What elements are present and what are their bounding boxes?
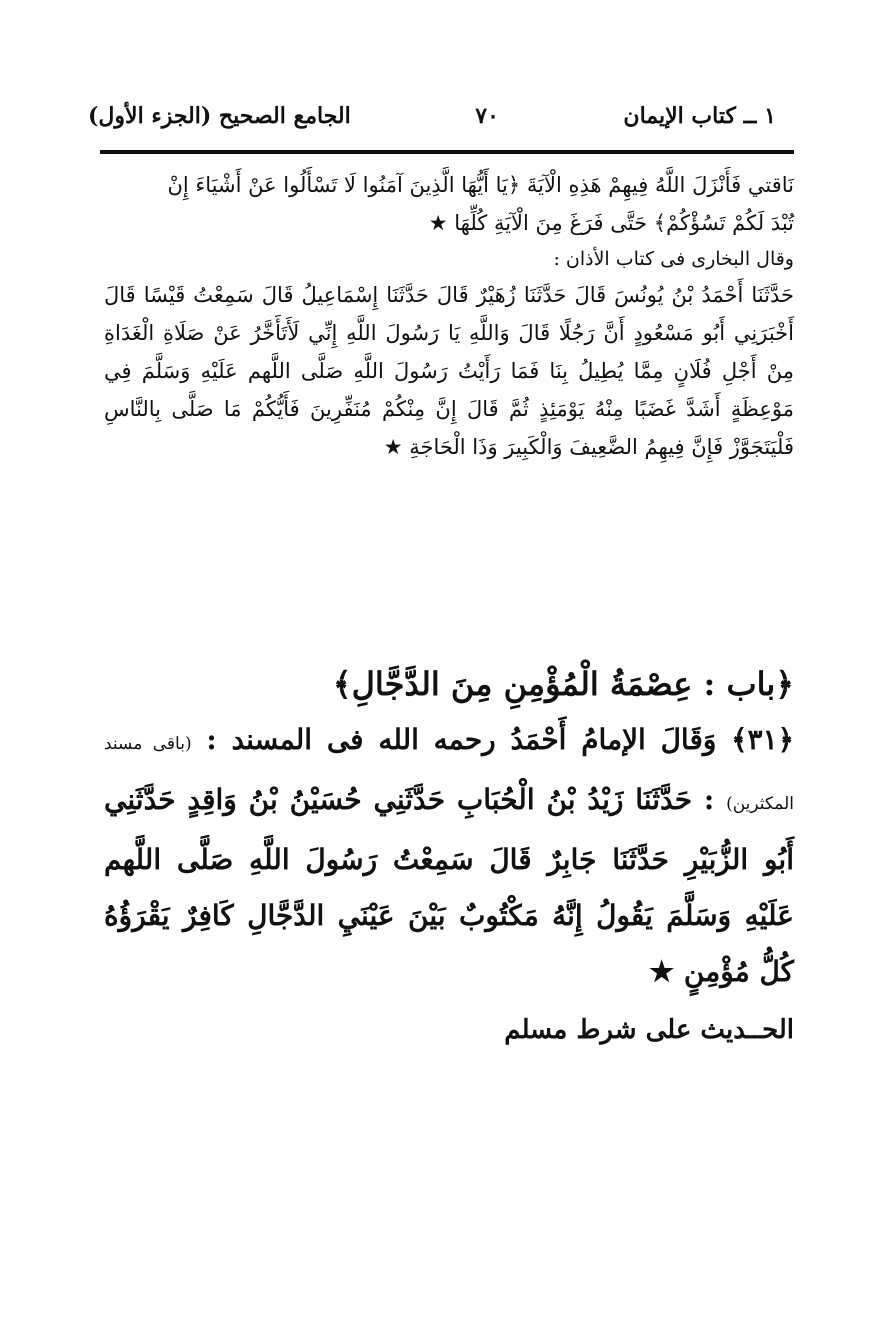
chapter-title: ١ ــ كتاب الإيمان [623,103,776,129]
quran-verse-line-2: تُبْدَ لَكُمْ تَسُؤْكُمْ﴾ حَتَّى فَرَغَ مِنَ الْآيَةِ كُلِّهَا ★ [428,211,794,235]
bukhari-hadith: حَدَّثَنَا أَحْمَدُ بْنُ يُونُسَ قَالَ حَدَّثَنَا زُهَيْرٌ قَالَ حَدَّثَنَا إِسْمَاعِيلُ قَالَ سَمِعْتُ قَيْسًا قَالَ أَخْبَرَنِي أَبُو مَسْعُودٍ أَنَّ رَجُلًا قَالَ وَاللَّهِ يَا رَسُولَ اللَّهِ إِنِّي لَأَتَأَخَّرُ عَنْ صَلَاةِ الْغَدَاةِ مِنْ أَجْلِ فُلَانٍ مِمَّا يُطِيلُ بِنَا فَمَا رَأَيْتُ رَسُولَ اللَّهِ صَلَّى اللَّهم عَلَيْهِ وَسَلَّمَ فِي مَوْعِظَةٍ أَشَدَّ غَضَبًا مِنْهُ يَوْمَئِذٍ ثُمَّ قَالَ إِنَّ مِنْكُمْ مُنَفِّرِينَ فَأَيُّكُمْ مَا صَلَّى بِالنَّاسِ فَلْيَتَجَوَّزْ فَإِنَّ فِيهِمُ الضَّعِيفَ وَالْكَبِيرَ وَذَا الْحَاجَةِ ★ [104,283,794,459]
page-number: ٧٠ [475,103,499,129]
narration-intro: وَقَالَ الإمامُ أَحْمَدُ رحمه الله فى المسند : [206,723,717,756]
section-title: ﴿باب : عِصْمَةُ الْمُؤْمِنِ مِنَ الدَّجَّالِ﴾ [332,665,794,703]
book-title: الجامع الصحيح (الجزء الأول) [88,103,351,129]
section-block [104,656,794,1054]
hadith-grading: الحــديث على شرط مسلم [504,1015,794,1045]
top-section [104,166,794,466]
hadith-intro [104,712,794,1000]
page-header [88,96,776,136]
hadith-text: حَدَّثَنَا زَيْدُ بْنُ الْحُبَابِ حَدَّثَنِي حُسَيْنُ بْنُ وَاقِدٍ حَدَّثَنِي أَبُو الزُّبَيْرِ حَدَّثَنَا جَابِرٌ قَالَ سَمِعْتُ رَسُولَ اللَّهِ صَلَّى اللَّهم عَلَيْهِ وَسَلَّمَ يَقُولُ إِنَّهُ مَكْتُوبٌ بَيْنَ عَيْنَيِ الدَّجَّالِ كَافِرٌ يَقْرَؤُهُ كُلُّ مُؤْمِنٍ ★ [104,783,794,988]
source-note: (باقى مسند المكثرين) [104,734,795,814]
isnad-lead: : [703,783,715,816]
header-rule [100,150,794,154]
hadith-number: ﴿٣١﴾ [731,723,795,756]
bukhari-intro: وقال البخارى فى كتاب الأذان : [553,248,794,270]
quran-verse-line-1: نَاقتي فَأَنْزَلَ اللَّهُ فِيهِمْ هَذِهِ الْآيَةَ ﴿يَا أَيُّهَا الَّذِينَ آمَنُوا لَا تَسْأَلُوا عَنْ أَشْيَاءَ إِنْ [167,173,794,197]
